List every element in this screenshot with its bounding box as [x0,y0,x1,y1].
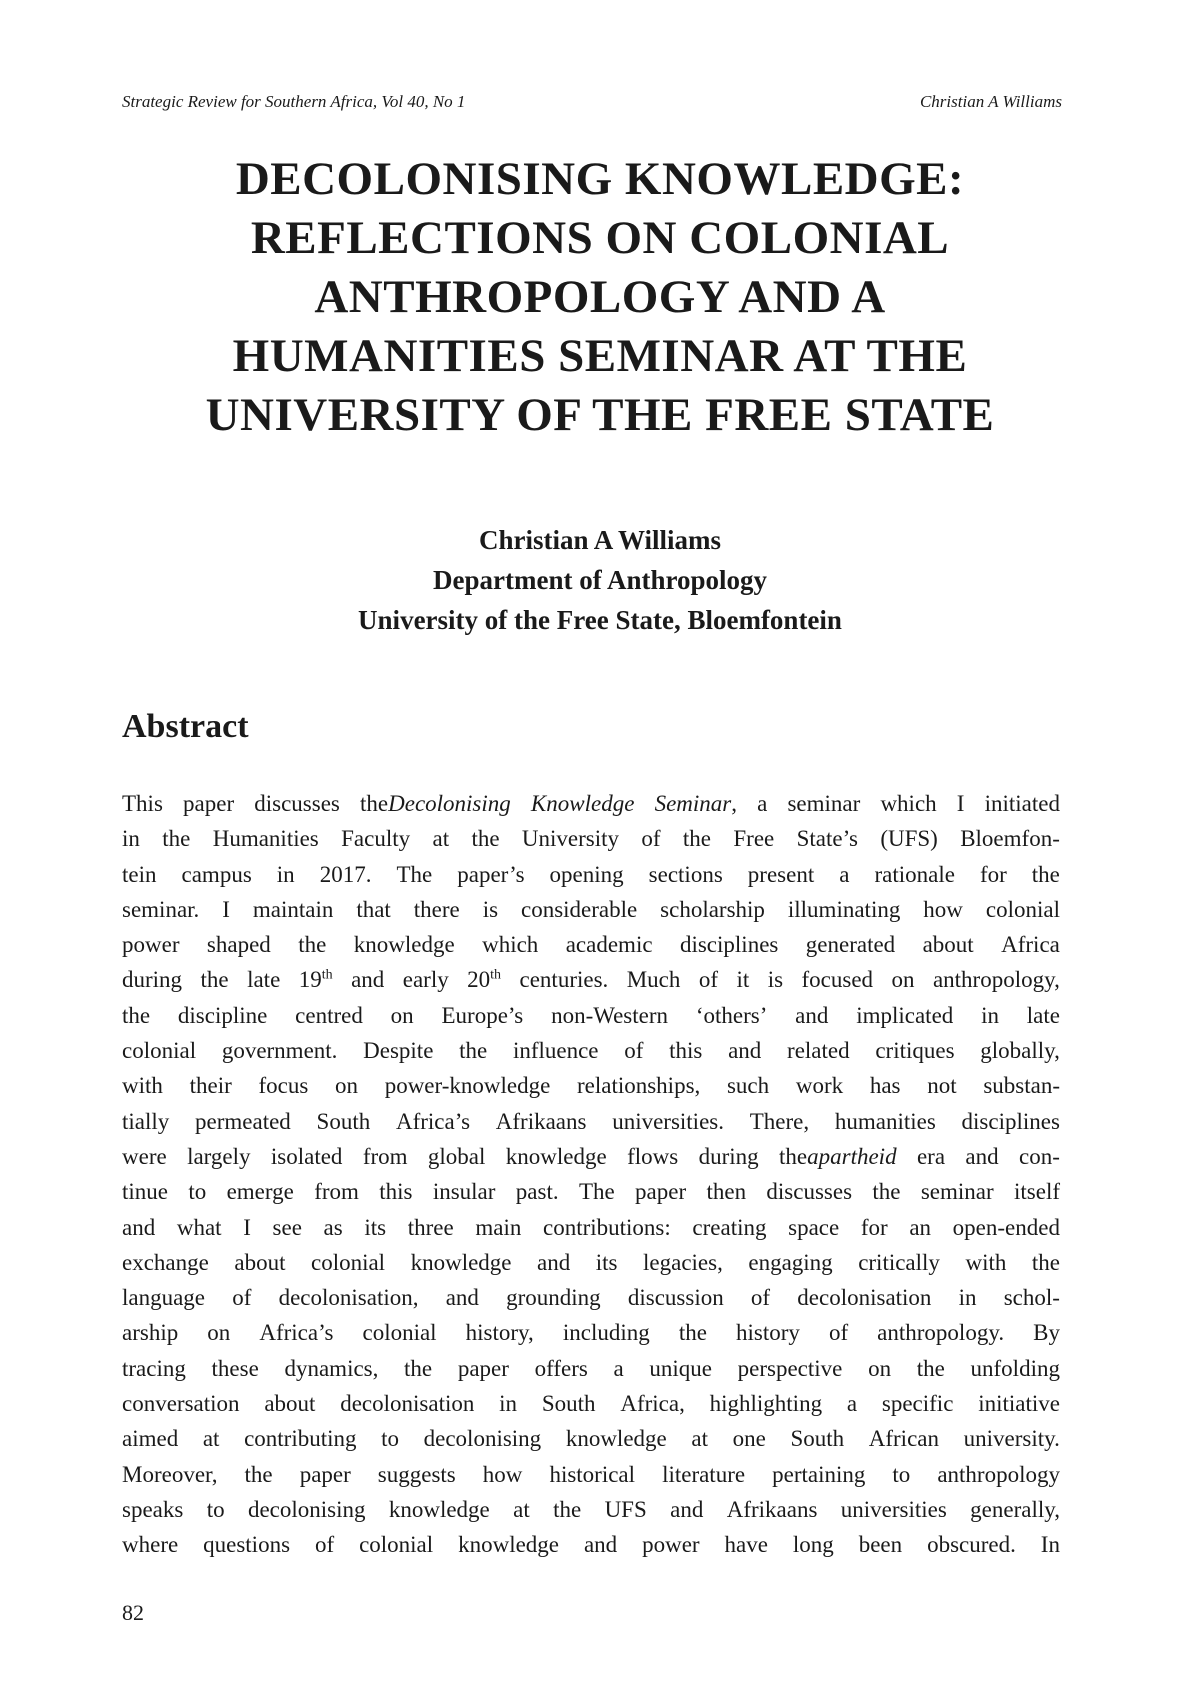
abstract-word: of [641,826,661,852]
abstract-word: where [122,1532,179,1558]
abstract-word: and [965,1143,999,1169]
abstract-word: see [272,1214,302,1240]
abstract-word: Much [626,967,681,993]
abstract-word: maintain [252,896,334,922]
abstract-word: at [513,1496,530,1522]
abstract-word: a [839,861,850,887]
abstract-word: the [122,1002,151,1028]
abstract-word: the [200,967,229,993]
abstract-word: with [122,1073,163,1099]
abstract-word: relationships, [576,1073,701,1099]
abstract-word: implicated [856,1002,954,1028]
abstract-word: including [562,1320,650,1346]
abstract-word: 2017. [319,861,372,887]
title-line: DECOLONISING KNOWLEDGE: [235,153,965,205]
abstract-word: paper [635,1179,687,1205]
abstract-word: colonial [122,1038,197,1064]
abstract-word: knowledge [505,1143,607,1169]
abstract-word: at [202,1426,220,1452]
abstract-word: contributions: [542,1214,671,1240]
abstract-word: focus [258,1073,309,1099]
abstract-word: humanities [834,1108,936,1134]
abstract-word: Africa’s [395,1108,471,1134]
abstract-word: decolonising [423,1426,542,1452]
abstract-word: of [232,1285,252,1311]
abstract-word: I [956,791,965,816]
abstract-word: open-ended [952,1214,1060,1240]
abstract-word: unique [649,1355,712,1381]
abstract-word: critically [858,1249,940,1275]
abstract-word: then [706,1179,747,1205]
abstract-word: of [828,1320,849,1346]
abstract-word: Africa [1001,932,1060,958]
abstract-word: Moreover, [122,1461,218,1487]
abstract-word: to [381,1426,400,1452]
abstract-word: era [916,1143,946,1169]
abstract-word: questions [203,1532,291,1558]
title-line: REFLECTIONS ON COLONIAL [250,212,950,264]
abstract-word: South [790,1426,845,1452]
running-header [122,92,1062,116]
abstract-line [122,1386,1060,1421]
abstract-word: grounding [506,1285,601,1311]
abstract-word: history, [465,1320,534,1346]
abstract-word: to [188,1179,207,1205]
abstract-word: Seminar, [654,791,737,816]
abstract-word: speaks [122,1496,184,1522]
journal-citation: Strategic Review for Southern Africa, Vol 40, No 1 [122,92,466,111]
abstract-word: this [669,1038,703,1064]
abstract-word: disciplines [961,1108,1060,1134]
abstract-word: global [427,1143,486,1169]
abstract-word: their [189,1073,232,1099]
abstract-line [122,927,1060,962]
abstract-word: In [1040,1532,1060,1558]
abstract-word: late [1026,1002,1060,1028]
abstract-word: during [698,1143,759,1169]
abstract-word: is [482,896,499,922]
abstract-word: from [314,1179,359,1205]
abstract-word: influence [512,1038,599,1064]
abstract-word: the [916,1355,945,1381]
abstract-word: the [162,826,191,852]
abstract-word: colonial [362,1320,437,1346]
abstract-word: universities. [612,1108,724,1134]
abstract-word: con- [1019,1143,1060,1169]
abstract-word: insular [432,1179,496,1205]
abstract-word: creating [692,1214,767,1240]
abstract-word: about [264,1391,316,1417]
abstract-word: in [499,1391,518,1417]
abstract-heading: Abstract [122,708,249,745]
abstract-word: is [767,967,784,993]
abstract-word: which [482,932,539,958]
abstract-word: work [795,1073,844,1099]
abstract-word: generally, [970,1496,1060,1522]
abstract-word: South [541,1391,596,1417]
abstract-word: flows [627,1143,679,1169]
abstract-word: and [537,1249,571,1275]
abstract-word: By [1033,1320,1060,1346]
abstract-word: the [553,1496,582,1522]
abstract-word: contributing [244,1426,357,1452]
abstract-word: on [868,1355,892,1381]
abstract-word: government. [221,1038,338,1064]
abstract-word: campus [181,861,252,887]
abstract-word: universities [840,1496,947,1522]
abstract-line [122,1527,1060,1562]
abstract-word: aimed [122,1426,179,1452]
abstract-word: substan- [983,1073,1060,1099]
abstract-word: arship [122,1320,179,1346]
abstract-word: Despite [363,1038,434,1064]
abstract-word: tracing [122,1355,186,1381]
page-number: 82 [122,1600,144,1625]
abstract-word: 20th [467,967,502,993]
abstract-word: were [122,1143,167,1169]
abstract-word: and [351,967,385,993]
abstract-word: critiques [875,1038,955,1064]
abstract-word: generated [805,932,896,958]
abstract-word: the [404,1355,433,1381]
abstract-line [122,1174,1060,1209]
abstract-word: UFS [604,1496,647,1522]
abstract-word: from [362,1143,408,1169]
abstract-word: early [402,967,449,993]
abstract-word: discusses [766,1179,853,1205]
abstract-word: the [471,826,500,852]
abstract-word: a [846,1391,858,1417]
abstract-word: paper [299,1461,351,1487]
abstract-word: emerge [226,1179,294,1205]
abstract-word: African [868,1426,939,1452]
abstract-word: of [624,1038,644,1064]
abstract-word: suggests [377,1461,456,1487]
abstract-word: permeated [195,1108,291,1134]
abstract-word: long [792,1532,834,1558]
abstract-word: a [757,791,768,816]
abstract-word: seminar [787,791,861,816]
abstract-word: its [364,1214,387,1240]
abstract-word: space [788,1214,840,1240]
abstract-word: and [445,1285,479,1311]
abstract-line [122,1139,1060,1174]
abstract-word: Africa, [620,1391,685,1417]
abstract-word: paper’s [457,861,525,887]
abstract-word: Bloemfon- [960,826,1060,852]
abstract-word: The [396,861,433,887]
abstract-word: that [356,896,391,922]
abstract-word: about [922,932,974,958]
abstract-word: discusses [254,791,340,816]
abstract-word: sections [648,861,723,887]
abstract-word: on [891,967,915,993]
abstract-word: academic [565,932,653,958]
abstract-word: university. [963,1426,1060,1452]
abstract-line [122,1457,1060,1492]
abstract-word: I [222,896,230,922]
abstract-word: considerable [520,896,638,922]
abstract-word: 19th [298,967,333,993]
abstract-word: Faculty [341,826,411,852]
abstract-word: Humanities [212,826,319,852]
abstract-word: as [323,1214,343,1240]
abstract-word: Free [733,826,775,852]
abstract-word: scholarship [660,896,765,922]
abstract-line [122,1421,1060,1456]
abstract-line [122,1068,1060,1103]
abstract-word: ‘others’ [695,1002,768,1028]
abstract-word: initiative [978,1391,1060,1417]
abstract-word: the [244,1461,273,1487]
abstract-word: about [234,1249,286,1275]
abstract-word: obscured. [927,1532,1016,1558]
abstract-word: and [122,1214,156,1240]
abstract-word: decolonisation [797,1285,932,1311]
abstract-word: three [407,1214,454,1240]
abstract-word: State’s [796,826,858,852]
abstract-word: in [276,861,295,887]
abstract-word: University [521,826,620,852]
abstract-word: one [732,1426,766,1452]
abstract-word: tinue [122,1179,168,1205]
abstract-word: this [379,1179,413,1205]
abstract-word: engaging [748,1249,833,1275]
abstract-word: these [211,1355,259,1381]
abstract-word: the [298,932,327,958]
abstract-word: the [872,1179,901,1205]
abstract-word: of [750,1285,771,1311]
abstract-word: the [678,1320,707,1346]
abstract-word: and [670,1496,704,1522]
abstract-word: colonial [985,896,1060,922]
abstract-word: perspective [737,1355,843,1381]
abstract-word: knowledge [458,1532,560,1558]
abstract-word: anthropology [937,1461,1060,1487]
abstract-line [122,1492,1060,1527]
abstract-word: how [482,1461,523,1487]
abstract-word: focused [801,967,874,993]
abstract-word: paper [183,791,235,816]
abstract-word: what [176,1214,222,1240]
abstract-word: and [583,1532,618,1558]
abstract-word: There, [749,1108,810,1134]
abstract-word: discipline [177,1002,268,1028]
abstract-line [122,1104,1060,1139]
abstract-word: to [892,1461,911,1487]
paper-title [110,150,1090,445]
abstract-word: pertaining [772,1461,866,1487]
author-institution: University of the Free State, Bloemfontein [358,605,842,635]
abstract-word: in [981,1002,999,1028]
abstract-word: in [958,1285,977,1311]
abstract-line [122,962,1060,997]
abstract-word: historical [549,1461,636,1487]
abstract-word: seminar [920,1179,994,1205]
abstract-line [122,1210,1060,1245]
abstract-word: with [965,1249,1007,1275]
abstract-word: anthropology, [932,967,1060,993]
abstract-word: of [314,1532,335,1558]
abstract-word: for [979,861,1007,887]
abstract-word: globally, [980,1038,1060,1064]
abstract-word: a [613,1355,624,1381]
abstract-word: power-knowledge [384,1073,551,1099]
abstract-word: of [698,967,719,993]
abstract-word: centuries. [519,967,609,993]
abstract-line [122,821,1060,856]
abstract-word: (UFS) [880,826,938,852]
abstract-word: exchange [122,1249,209,1275]
abstract-word: offers [534,1355,588,1381]
title-line: UNIVERSITY OF THE FREE STATE [205,389,995,441]
abstract-word: knowledge [388,1496,490,1522]
abstract-word: knowledge [565,1426,667,1452]
abstract-word: Europe’s [441,1002,524,1028]
abstract-word: opening [549,861,624,887]
abstract-word: during [122,967,183,993]
abstract-word: related [787,1038,850,1064]
abstract-word: The [578,1179,615,1205]
abstract-word: theDecolonising [360,791,511,816]
abstract-word: decolonisation [340,1391,475,1417]
abstract-word: have [724,1532,768,1558]
abstract-word: This [122,791,163,816]
abstract-line [122,1033,1060,1068]
abstract-word: power [642,1532,700,1558]
abstract-word: conversation [122,1391,240,1417]
abstract-word: shaped [206,932,271,958]
abstract-word: rationale [874,861,955,887]
abstract-line [122,1351,1060,1386]
abstract-word: isolated [270,1143,343,1169]
abstract-word: and [728,1038,762,1064]
abstract-word: it [736,967,750,993]
abstract-word: for [860,1214,888,1240]
title-line: ANTHROPOLOGY AND A [314,271,886,323]
abstract-line [122,1315,1060,1350]
abstract-word: highlighting [709,1391,823,1417]
abstract-word: the [1031,861,1060,887]
abstract-word: the [1031,1249,1060,1275]
abstract-word: Afrikaans [726,1496,818,1522]
abstract-word: at [691,1426,708,1452]
abstract-word: illuminating [787,896,901,922]
abstract-word: initiated [984,791,1060,816]
abstract-line [122,857,1060,892]
abstract-word: paper [457,1355,509,1381]
abstract-word: and [795,1002,829,1028]
abstract-word: discussion [627,1285,724,1311]
abstract-word: specific [881,1391,954,1417]
abstract-word: theapartheid [779,1143,897,1169]
running-author: Christian A Williams [919,92,1062,111]
abstract-word: decolonisation, [278,1285,419,1311]
abstract-word: non-Western [551,1002,669,1028]
author-block [110,520,1090,640]
abstract-word: legacies, [643,1249,723,1275]
abstract-word: itself [1014,1179,1060,1205]
abstract-word: which [880,791,937,816]
abstract-body [122,786,1060,1563]
abstract-word: language [122,1285,206,1311]
abstract-word: I [243,1214,251,1240]
abstract-word: colonial [359,1532,434,1558]
abstract-word: schol- [1003,1285,1060,1311]
abstract-word: dynamics, [284,1355,379,1381]
abstract-line [122,786,1060,821]
abstract-word: tially [122,1108,170,1134]
abstract-word: present [747,861,815,887]
abstract-word: its [595,1249,618,1275]
abstract-word: knowledge [353,932,455,958]
abstract-word: on [207,1320,231,1346]
abstract-word: disciplines [679,932,779,958]
abstract-word: tein [122,861,157,887]
abstract-word: how [923,896,963,922]
abstract-word: at [432,826,450,852]
abstract-word: history [735,1320,800,1346]
abstract-word: seminar. [122,896,200,922]
abstract-word: Afrikaans [495,1108,587,1134]
abstract-word: on [334,1073,358,1099]
abstract-word: Knowledge [530,791,635,816]
abstract-word: the [459,1038,488,1064]
abstract-word: past. [515,1179,559,1205]
author-department: Department of Anthropology [433,565,767,595]
abstract-word: South [316,1108,371,1134]
abstract-word: has [869,1073,901,1099]
author-name: Christian A Williams [478,525,722,555]
abstract-word: late [247,967,281,993]
abstract-line [122,1280,1060,1315]
abstract-word: not [927,1073,957,1099]
title-line: HUMANITIES SEMINAR AT THE [232,330,968,382]
abstract-word: such [726,1073,770,1099]
abstract-word: decolonising [247,1496,366,1522]
abstract-word: an [909,1214,932,1240]
abstract-word: largely [187,1143,251,1169]
abstract-word: power [122,932,180,958]
abstract-word: knowledge [410,1249,512,1275]
abstract-word: to [206,1496,225,1522]
abstract-word: Africa’s [259,1320,334,1346]
abstract-word: unfolding [970,1355,1060,1381]
abstract-word: centred [295,1002,363,1028]
abstract-line [122,1245,1060,1280]
abstract-word: the [682,826,712,852]
abstract-word: on [390,1002,414,1028]
abstract-word: there [413,896,460,922]
abstract-word: literature [662,1461,746,1487]
abstract-line [122,892,1060,927]
abstract-word: colonial [310,1249,386,1275]
abstract-word: in [122,826,140,852]
abstract-word: main [475,1214,522,1240]
abstract-word: been [858,1532,903,1558]
abstract-line [122,998,1060,1033]
abstract-word: anthropology. [877,1320,1005,1346]
